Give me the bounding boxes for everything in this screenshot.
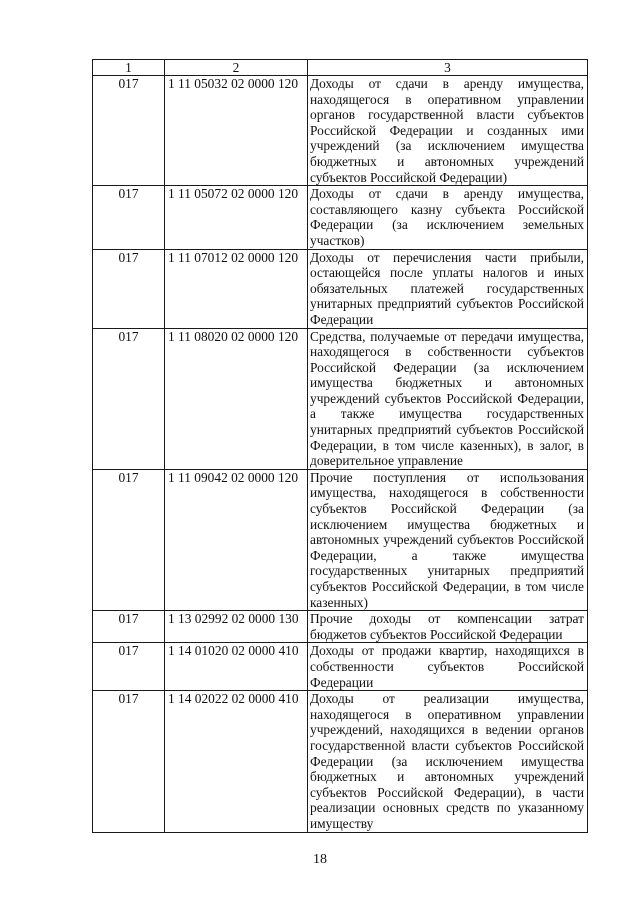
table-row: [93, 249, 588, 328]
kbk-code-cell: 1 11 05072 02 0000 120: [165, 186, 308, 249]
admin-code-cell: 017: [93, 186, 165, 249]
kbk-code-cell: 1 13 02992 02 0000 130: [165, 611, 308, 643]
column-header-2: 2: [165, 60, 308, 76]
description-cell: Прочие доходы от компенсации затрат бюджетов субъектов Российской Федерации: [308, 611, 588, 643]
admin-code-cell: 017: [93, 691, 165, 832]
column-header-1: 1: [93, 60, 165, 76]
revenue-codes-table: [92, 59, 588, 833]
admin-code-cell: 017: [93, 469, 165, 610]
column-header-3: 3: [308, 60, 588, 76]
table-row: [93, 328, 588, 469]
admin-code-cell: 017: [93, 249, 165, 328]
description-cell: Доходы от продажи квартир, находящихся в собственности субъектов Российской Федерации: [308, 643, 588, 691]
table-row: [93, 691, 588, 832]
admin-code-cell: 017: [93, 643, 165, 691]
table-row: [93, 611, 588, 643]
table-row: [93, 186, 588, 249]
page-number: 18: [313, 852, 327, 867]
kbk-code-cell: 1 11 08020 02 0000 120: [165, 328, 308, 469]
table-row: [93, 76, 588, 186]
description-cell: Доходы от сдачи в аренду имущества, находящегося в оперативном управлении органов государственной власти субъектов Российской Федерации и созданных ими учреждений (за исключением имущества бюджетных и автономных учреждений субъектов Российской Федерации): [308, 76, 588, 186]
description-cell: Доходы от сдачи в аренду имущества, составляющего казну субъекта Российской Федерации (за исключением земельных участков): [308, 186, 588, 249]
description-cell: Прочие поступления от использования имущества, находящегося в собственности субъектов Российской Федерации (за исключением имущества бюджетных и автономных учреждений субъектов Российской Федерации, а также имущества государственных унитарных предприятий субъектов Российской Федерации, в том числе казенных): [308, 469, 588, 610]
description-cell: Доходы от реализации имущества, находящегося в оперативном управлении учреждений, находящихся в ведении органов государственной власти субъектов Российской Федерации (за исключением имущества бюджетных и автономных учреждений субъектов Российской Федерации), в части реализации основных средств по указанному имуществу: [308, 691, 588, 832]
description-cell: Средства, получаемые от передачи имущества, находящегося в собственности субъектов Российской Федерации (за исключением имущества бюджетных и автономных учреждений субъектов Российской Федерации, а также имущества государственных унитарных предприятий субъектов Российской Федерации, в том числе казенных), в залог, в доверительное управление: [308, 328, 588, 469]
kbk-code-cell: 1 11 09042 02 0000 120: [165, 469, 308, 610]
admin-code-cell: 017: [93, 328, 165, 469]
description-cell: Доходы от перечисления части прибыли, остающейся после уплаты налогов и иных обязательных платежей государственных унитарных предприятий субъектов Российской Федерации: [308, 249, 588, 328]
table-row: [93, 469, 588, 610]
admin-code-cell: 017: [93, 611, 165, 643]
table-header-row: [93, 60, 588, 76]
kbk-code-cell: 1 14 02022 02 0000 410: [165, 691, 308, 832]
kbk-code-cell: 1 11 07012 02 0000 120: [165, 249, 308, 328]
admin-code-cell: 017: [93, 76, 165, 186]
kbk-code-cell: 1 14 01020 02 0000 410: [165, 643, 308, 691]
kbk-code-cell: 1 11 05032 02 0000 120: [165, 76, 308, 186]
table-row: [93, 643, 588, 691]
